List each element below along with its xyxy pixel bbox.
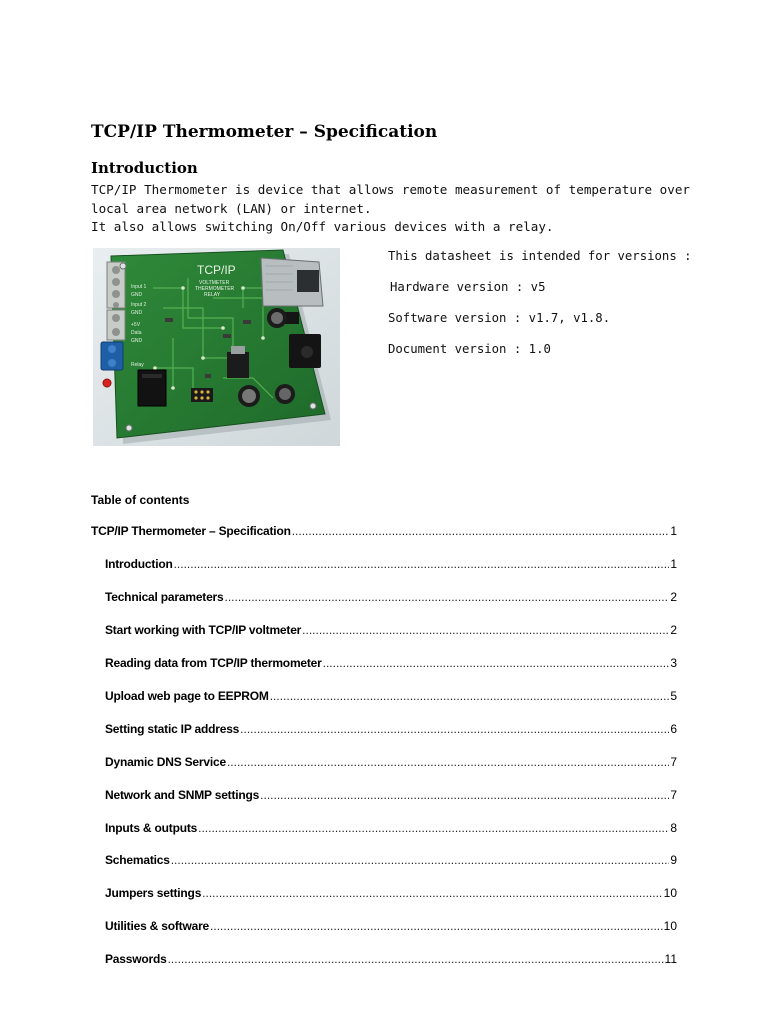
capacitor	[275, 384, 295, 404]
toc-page-number: 10	[663, 886, 677, 900]
introduction-heading: Introduction	[91, 159, 198, 177]
toc-leader-dots	[292, 524, 670, 538]
toc-heading: Table of contents	[91, 493, 190, 507]
board-subtitle: THERMOMETER	[195, 286, 235, 292]
toc-entry[interactable]	[91, 821, 677, 839]
toc-entry-text: Technical parameters	[105, 590, 224, 604]
device-board-photo	[93, 248, 340, 446]
pin-label: GND	[131, 338, 143, 344]
toc-entry-text: Start working with TCP/IP voltmeter	[105, 623, 302, 637]
jumper-header	[191, 388, 213, 402]
toc-page-number: 2	[670, 623, 677, 637]
hardware-version: Hardware version : v5	[390, 280, 546, 294]
toc-entry[interactable]	[91, 590, 677, 608]
toc-entry-text: Passwords	[105, 952, 167, 966]
toc-leader-dots	[171, 853, 670, 867]
pin-label: Input 2	[131, 302, 147, 308]
toc-entry[interactable]	[91, 689, 677, 707]
toc-page-number: 10	[663, 919, 677, 933]
toc-entry[interactable]	[91, 886, 677, 904]
toc-leader-dots	[270, 689, 670, 703]
toc-entry[interactable]	[91, 524, 677, 542]
document-version: Document version : 1.0	[388, 342, 551, 356]
toc-page-number: 8	[670, 821, 677, 835]
toc-leader-dots	[210, 919, 663, 933]
toc-entry[interactable]	[91, 755, 677, 773]
intro-line: It also allows switching On/Off various devices with a relay.	[91, 219, 554, 234]
board-subtitle: RELAY	[204, 292, 221, 298]
toc-entry-text: Network and SNMP settings	[105, 788, 260, 802]
toc-entry[interactable]	[91, 952, 677, 970]
toc-entry[interactable]	[91, 623, 677, 641]
toc-entry[interactable]	[91, 788, 677, 806]
capacitor	[238, 385, 260, 407]
toc-page-number: 7	[670, 755, 677, 769]
toc-page-number: 5	[670, 689, 677, 703]
toc-leader-dots	[174, 557, 670, 571]
toc-entry[interactable]	[91, 853, 677, 871]
toc-entry[interactable]	[91, 722, 677, 740]
toc-page-number: 3	[670, 656, 677, 670]
toc-entry-text: Dynamic DNS Service	[105, 755, 226, 769]
toc-leader-dots	[225, 590, 670, 604]
power-jack	[289, 334, 321, 368]
toc-entry-text: Introduction	[105, 557, 173, 571]
toc-entry[interactable]	[91, 919, 677, 937]
toc-leader-dots	[302, 623, 669, 637]
intro-line: local area network (LAN) or internet.	[91, 200, 372, 216]
ethernet-jack	[261, 258, 323, 306]
pin-label: +5V	[131, 322, 141, 328]
toc-page-number: 7	[670, 788, 677, 802]
toc-leader-dots	[227, 755, 669, 769]
introduction-paragraph	[91, 181, 690, 237]
toc-entry-text: Jumpers settings	[105, 886, 202, 900]
toc-entry-text: TCP/IP Thermometer – Specification	[91, 524, 291, 538]
toc-leader-dots	[168, 952, 664, 966]
capacitor	[267, 308, 287, 328]
board-subtitle: VOLTMETER	[199, 280, 230, 286]
toc-page-number: 1	[670, 557, 677, 571]
software-version: Software version : v1.7, v1.8.	[388, 311, 611, 325]
toc-entry-text: Utilities & software	[105, 919, 210, 933]
toc-page-number: 11	[664, 952, 677, 966]
toc-entry-text: Setting static IP address	[105, 722, 240, 736]
toc-entry-text: Upload web page to EEPROM	[105, 689, 269, 703]
toc-leader-dots	[202, 886, 662, 900]
toc-entry[interactable]	[91, 656, 677, 674]
board-title: TCP/IP	[197, 263, 236, 277]
toc-leader-dots	[260, 788, 669, 802]
pin-label: Input 1	[131, 284, 147, 290]
toc-entry[interactable]	[91, 557, 677, 575]
document-title: TCP/IP Thermometer – Specification	[91, 122, 438, 142]
intro-line: TCP/IP Thermometer is device that allows remote measurement of temperature over	[91, 182, 690, 197]
toc-entry-text: Reading data from TCP/IP thermometer	[105, 656, 322, 670]
pin-label: Relay	[131, 362, 144, 368]
versions-intro: This datasheet is intended for versions :	[388, 249, 692, 263]
red-led	[103, 379, 111, 387]
toc-page-number: 6	[670, 722, 677, 736]
toc-page-number: 9	[670, 853, 677, 867]
toc-leader-dots	[198, 821, 669, 835]
pin-label: Data	[131, 330, 142, 336]
toc-page-number: 2	[670, 590, 677, 604]
toc-entry-text: Inputs & outputs	[105, 821, 198, 835]
terminal-block	[107, 262, 125, 340]
pin-label: GND	[131, 310, 143, 316]
toc-leader-dots	[240, 722, 669, 736]
toc-entry-text: Schematics	[105, 853, 170, 867]
pin-label: GND	[131, 292, 143, 298]
toc-page-number: 1	[670, 524, 677, 538]
toc-leader-dots	[323, 656, 670, 670]
